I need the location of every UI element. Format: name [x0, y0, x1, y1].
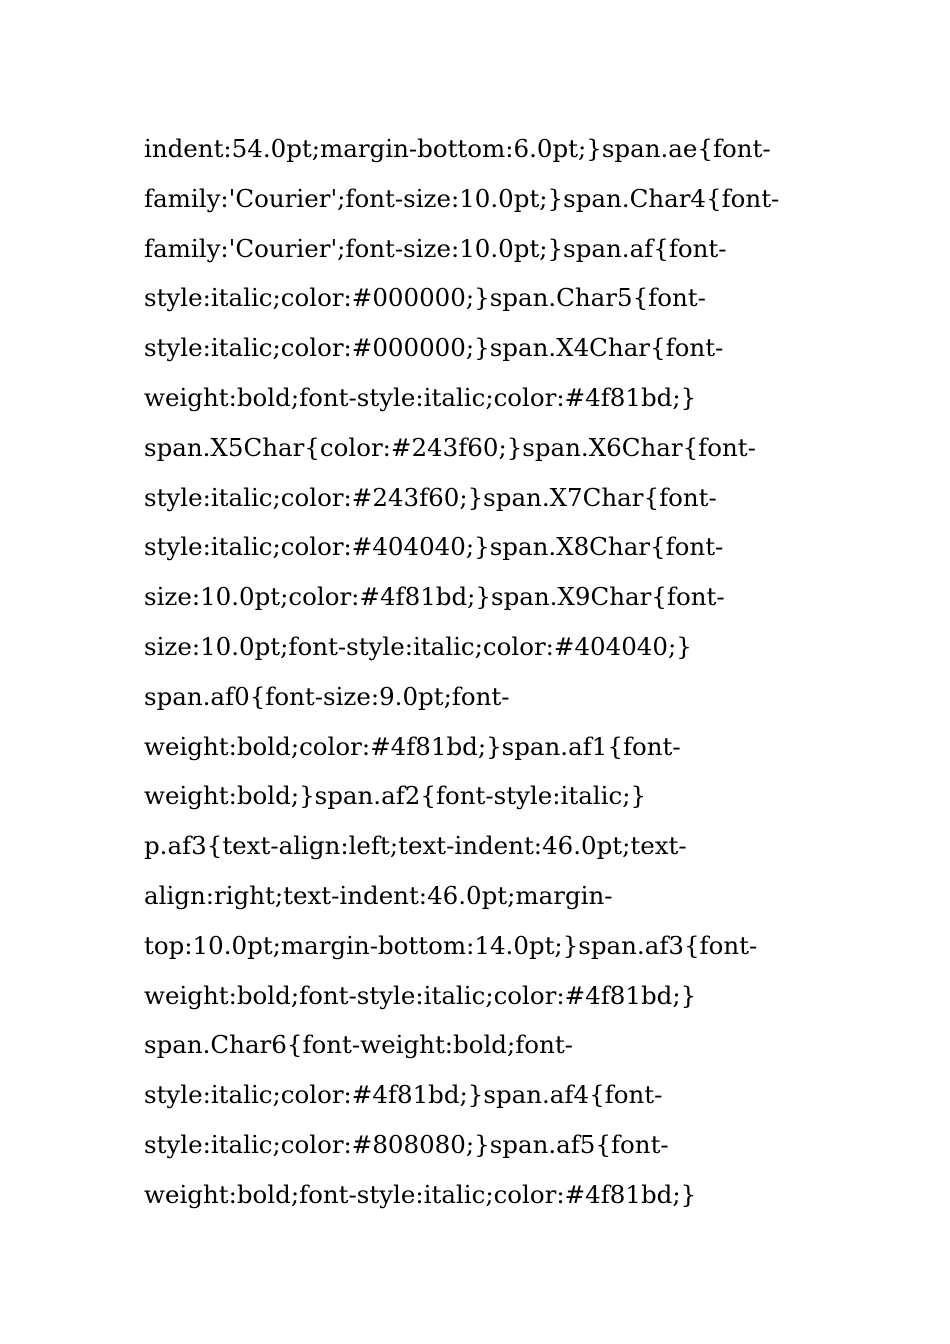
text-line: family:'Courier';font-size:10.0pt;}span.af{font-: [144, 233, 727, 263]
text-line: size:10.0pt;font-style:italic;color:#404040;}: [144, 631, 692, 661]
text-line: indent:54.0pt;margin-bottom:6.0pt;}span.ae{font-: [144, 134, 771, 163]
text-line: family:'Courier';font-size:10.0pt;}span.Char4{font-: [144, 183, 780, 213]
text-line: style:italic;color:#000000;}span.X4Char{font-: [144, 333, 724, 363]
text-line: top:10.0pt;margin-bottom:14.0pt;}span.af3{font-: [144, 930, 758, 960]
text-line: span.X5Char{color:#243f60;}span.X6Char{font-: [144, 432, 756, 462]
text-line: style:italic;color:#808080;}span.af5{font-: [144, 1129, 669, 1159]
text-line: weight:bold;font-style:italic;color:#4f81bd;}: [144, 1179, 697, 1209]
body-text: [144, 124, 844, 1220]
text-line: style:italic;color:#4f81bd;}span.af4{font-: [144, 1080, 663, 1110]
text-line: weight:bold;color:#4f81bd;}span.af1{font-: [144, 731, 681, 761]
text-line: style:italic;color:#404040;}span.X8Char{font-: [144, 532, 724, 562]
text-line: span.Char6{font-weight:bold;font-: [144, 1030, 573, 1060]
text-line: weight:bold;}span.af2{font-style:italic;}: [144, 781, 647, 811]
text-line: weight:bold;font-style:italic;color:#4f81bd;}: [144, 382, 697, 412]
text-line: weight:bold;font-style:italic;color:#4f81bd;}: [144, 980, 697, 1010]
text-line: span.af0{font-size:9.0pt;font-: [144, 681, 510, 711]
text-line: p.af3{text-align:left;text-indent:46.0pt;text-: [144, 831, 687, 861]
text-line: style:italic;color:#000000;}span.Char5{font-: [144, 283, 706, 313]
text-line: size:10.0pt;color:#4f81bd;}span.X9Char{font-: [144, 582, 725, 612]
text-line: align:right;text-indent:46.0pt;margin-: [144, 880, 613, 910]
text-line: style:italic;color:#243f60;}span.X7Char{font-: [144, 482, 717, 512]
